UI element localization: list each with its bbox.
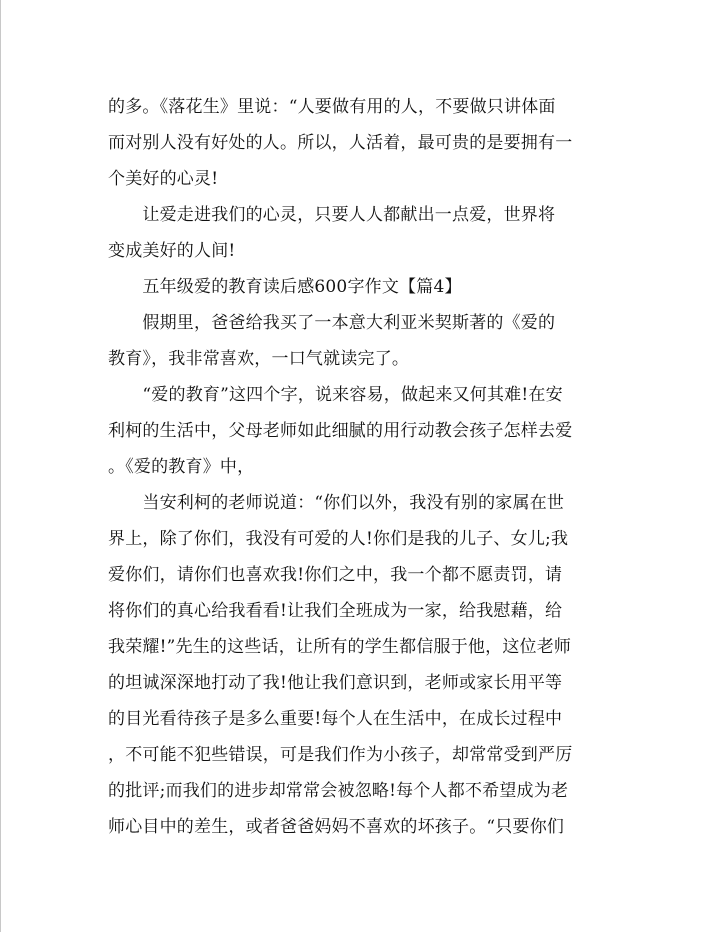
text-line: 的目光看待孩子是多么重要!每个人在生活中，在成长过程中 — [108, 709, 563, 729]
text-line: ，不可能不犯些错误，可是我们作为小孩子，却常常受到严厉 — [108, 745, 573, 765]
page-edge — [0, 0, 1, 932]
text-line: 个美好的心灵! — [108, 169, 219, 189]
section-heading: 五年级爱的教育读后感600字作文【篇4】 — [108, 277, 462, 297]
text-line: 而对别人没有好处的人。所以，人活着，最可贵的是要拥有一 — [108, 133, 573, 153]
text-line: 爱你们，请你们也喜欢我!你们之中，我一个都不愿责罚，请 — [108, 565, 563, 585]
text-line: 的多。《落花生》里说：“人要做有用的人，不要做只讲体面 — [108, 97, 556, 117]
text-line: “爱的教育”这四个字，说来容易，做起来又何其难!在安 — [108, 385, 563, 405]
text-line: 的批评;而我们的进步却常常会被忽略!每个人都不希望成为老 — [108, 781, 569, 801]
text-line: 教育》，我非常喜欢，一口气就读完了。 — [108, 349, 410, 369]
text-line: 我荣耀!”先生的这些话，让所有的学生都信服于他，这位老师 — [108, 637, 572, 657]
text-line: 假期里，爸爸给我买了一本意大利亚米契斯著的《爱的 — [108, 313, 556, 333]
text-line: 变成美好的人间! — [108, 241, 236, 261]
text-line: 师心目中的差生，或者爸爸妈妈不喜欢的坏孩子。“只要你们 — [108, 817, 565, 837]
text-line: 利柯的生活中，父母老师如此细腻的用行动教会孩子怎样去爱 — [108, 421, 573, 441]
text-line: 让爱走进我们的心灵，只要人人都献出一点爱，世界将 — [108, 205, 556, 225]
text-line: 将你们的真心给我看看!让我们全班成为一家，给我慰藉，给 — [108, 601, 563, 621]
document-body — [108, 89, 608, 845]
text-line: 的坦诚深深地打动了我!他让我们意识到，老师或家长用平等 — [108, 673, 563, 693]
text-line: 界上，除了你们，我没有可爱的人!你们是我的儿子、女儿;我 — [108, 529, 569, 549]
text-line: 当安利柯的老师说道：“你们以外，我没有别的家属在世 — [108, 493, 565, 513]
text-line: 。《爱的教育》中， — [108, 457, 255, 477]
